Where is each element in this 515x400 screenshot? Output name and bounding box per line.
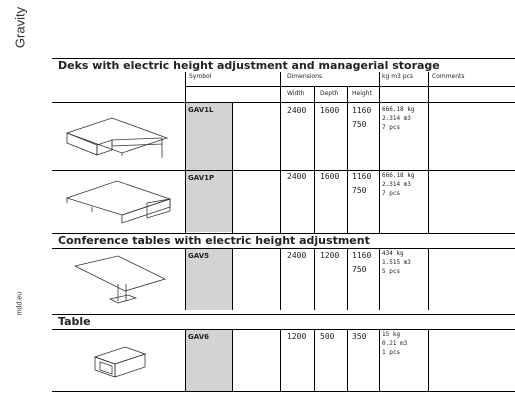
grid-line (232, 329, 233, 391)
grid-line (314, 86, 315, 233)
grid-line (314, 329, 315, 391)
grid-line (52, 329, 515, 330)
header-width: Width (287, 90, 305, 97)
width-gav6: 1200 (287, 332, 307, 341)
height-min-gav1l: 750 (352, 120, 367, 129)
height-min-gav5: 750 (352, 265, 367, 274)
weight-gav5: 434 kg (382, 250, 404, 257)
grid-line (232, 102, 233, 233)
height-min-gav1p: 750 (352, 186, 367, 195)
symbol-cell-gav5: GAV5 (185, 248, 232, 310)
grid-line (428, 329, 429, 391)
grid-line (280, 86, 380, 87)
symbol-cell-gav1p: GAV1P (185, 170, 232, 232)
desk-left-storage-icon (62, 108, 172, 163)
depth-gav6: 500 (320, 332, 335, 341)
section-title-conference: Conference tables with electric height adjustment (52, 233, 515, 247)
conference-table-icon (70, 251, 170, 306)
grid-line (379, 248, 380, 310)
height-max-gav1p: 1160 (352, 172, 372, 181)
grid-line (185, 248, 186, 310)
grid-line (232, 248, 233, 310)
width-gav1p: 2400 (287, 172, 307, 181)
height-max-gav1l: 1160 (352, 106, 372, 115)
grid-line (428, 248, 429, 310)
width-gav5: 2400 (287, 251, 307, 260)
symbol-cell-gav6: GAV6 (185, 329, 232, 391)
depth-gav1p: 1600 (320, 172, 340, 181)
header-kg: kg m3 pcs (382, 73, 413, 80)
header-dimensions: Dimensions (287, 73, 323, 80)
volume-gav1l: 2.314 m3 (382, 115, 411, 122)
section-title-table: Table (52, 314, 515, 328)
header-height: Height (352, 90, 372, 97)
brand-label: Gravity (12, 6, 28, 49)
weight-gav1l: 666.18 kg (382, 106, 415, 113)
height-gav6: 350 (352, 332, 367, 341)
volume-gav5: 1.515 m3 (382, 259, 411, 266)
grid-line (347, 86, 348, 233)
grid-line (185, 329, 186, 391)
grid-line (428, 72, 429, 233)
grid-line (280, 248, 281, 310)
grid-line (280, 72, 281, 233)
header-comments: Comments (432, 73, 465, 80)
weight-gav6: 15 kg (382, 331, 401, 338)
grid-line (52, 248, 515, 249)
depth-gav1l: 1600 (320, 106, 340, 115)
pcs-gav5: 5 pcs (382, 268, 401, 275)
grid-line (185, 72, 186, 233)
product-sheet (52, 58, 515, 400)
grid-line (379, 72, 380, 233)
grid-line (347, 248, 348, 310)
grid-line (280, 329, 281, 391)
grid-line (379, 329, 380, 391)
header-depth: Depth (320, 90, 339, 97)
desk-right-storage-icon (62, 173, 172, 228)
pcs-gav1p: 7 pcs (382, 190, 401, 197)
grid-line (52, 170, 515, 171)
height-max-gav5: 1160 (352, 251, 372, 260)
grid-line (347, 329, 348, 391)
volume-gav1p: 2.314 m3 (382, 181, 411, 188)
grid-line (314, 248, 315, 310)
pcs-gav1l: 7 pcs (382, 124, 401, 131)
width-gav1l: 2400 (287, 106, 307, 115)
low-table-icon (90, 342, 150, 382)
depth-gav5: 1200 (320, 251, 340, 260)
pcs-gav6: 1 pcs (382, 349, 401, 356)
site-label: mdd.eu (16, 291, 24, 316)
weight-gav1p: 666.18 kg (382, 172, 415, 179)
grid-line (52, 102, 515, 103)
symbol-cell-gav1l: GAV1L (185, 102, 232, 170)
grid-line (52, 391, 515, 392)
section-title-desks: Deks with electric height adjustment and managerial storage (52, 58, 515, 72)
volume-gav6: 0.21 m3 (382, 340, 408, 347)
header-symbol: Symbol (189, 73, 212, 80)
